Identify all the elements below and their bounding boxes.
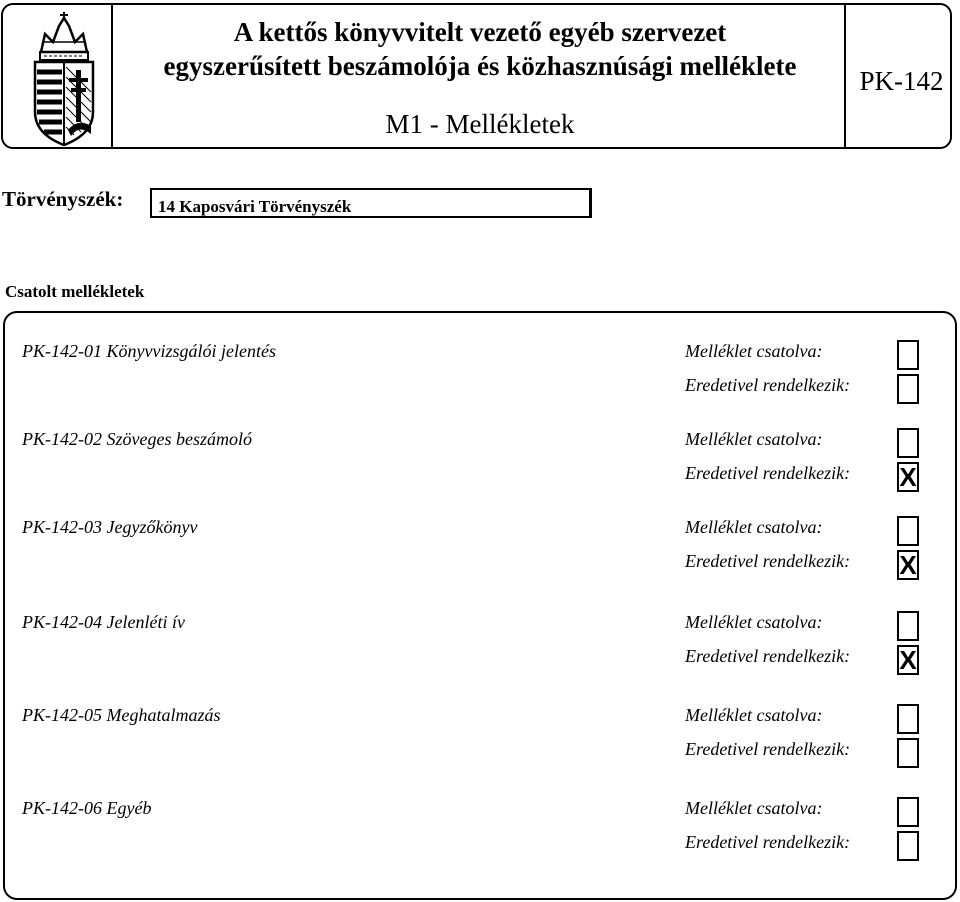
attachment-name: PK-142-06 Egyéb (22, 798, 152, 818)
header-divider (111, 5, 113, 147)
court-label: Törvényszék: (2, 187, 124, 211)
original-checkbox[interactable]: X (897, 462, 919, 492)
original-label: Eredetivel rendelkezik: (685, 375, 851, 395)
original-label: Eredetivel rendelkezik: (685, 832, 851, 852)
attachment-row (0, 517, 960, 587)
original-label: Eredetivel rendelkezik: (685, 646, 851, 666)
original-checkbox[interactable]: X (897, 645, 919, 675)
original-label: Eredetivel rendelkezik: (685, 551, 851, 571)
attachment-row (0, 798, 960, 868)
coat-of-arms-icon (31, 12, 97, 146)
attachment-name: PK-142-02 Szöveges beszámoló (22, 429, 252, 449)
attachment-row (0, 429, 960, 499)
attached-checkbox[interactable] (897, 340, 919, 370)
original-checkbox[interactable] (897, 831, 919, 861)
attachments-section-label: Csatolt mellékletek (5, 282, 145, 301)
attached-label: Melléklet csatolva: (685, 341, 823, 361)
attachment-row (0, 612, 960, 682)
original-checkbox[interactable] (897, 738, 919, 768)
attached-checkbox[interactable] (897, 611, 919, 641)
attachment-name: PK-142-01 Könyvvizsgálói jelentés (22, 341, 276, 361)
original-checkbox[interactable]: X (897, 550, 919, 580)
attached-label: Melléklet csatolva: (685, 798, 823, 818)
attached-checkbox[interactable] (897, 428, 919, 458)
attachment-name: PK-142-03 Jegyzőkönyv (22, 517, 198, 537)
attached-label: Melléklet csatolva: (685, 705, 823, 725)
form-header (1, 3, 952, 149)
form-title: A kettős könyvvitelt vezető egyéb szervezet (233, 17, 727, 47)
attachment-row (0, 341, 960, 411)
original-checkbox[interactable] (897, 374, 919, 404)
original-label: Eredetivel rendelkezik: (685, 739, 851, 759)
attached-label: Melléklet csatolva: (685, 429, 823, 449)
form-title-line2: egyszerűsített beszámolója és közhasznúsági melléklete (163, 51, 797, 81)
original-label: Eredetivel rendelkezik: (685, 463, 851, 483)
attached-label: Melléklet csatolva: (685, 612, 823, 632)
court-field[interactable]: 14 Kaposvári Törvényszék (150, 188, 591, 218)
attached-checkbox[interactable] (897, 797, 919, 827)
attached-checkbox[interactable] (897, 516, 919, 546)
attached-checkbox[interactable] (897, 704, 919, 734)
attachment-name: PK-142-04 Jelenléti ív (22, 612, 185, 632)
attached-label: Melléklet csatolva: (685, 517, 823, 537)
form-subtitle: M1 - Mellékletek (385, 109, 575, 139)
attachment-row (0, 705, 960, 775)
form-code: PK-142 (859, 66, 944, 96)
attachment-name: PK-142-05 Meghatalmazás (22, 705, 221, 725)
